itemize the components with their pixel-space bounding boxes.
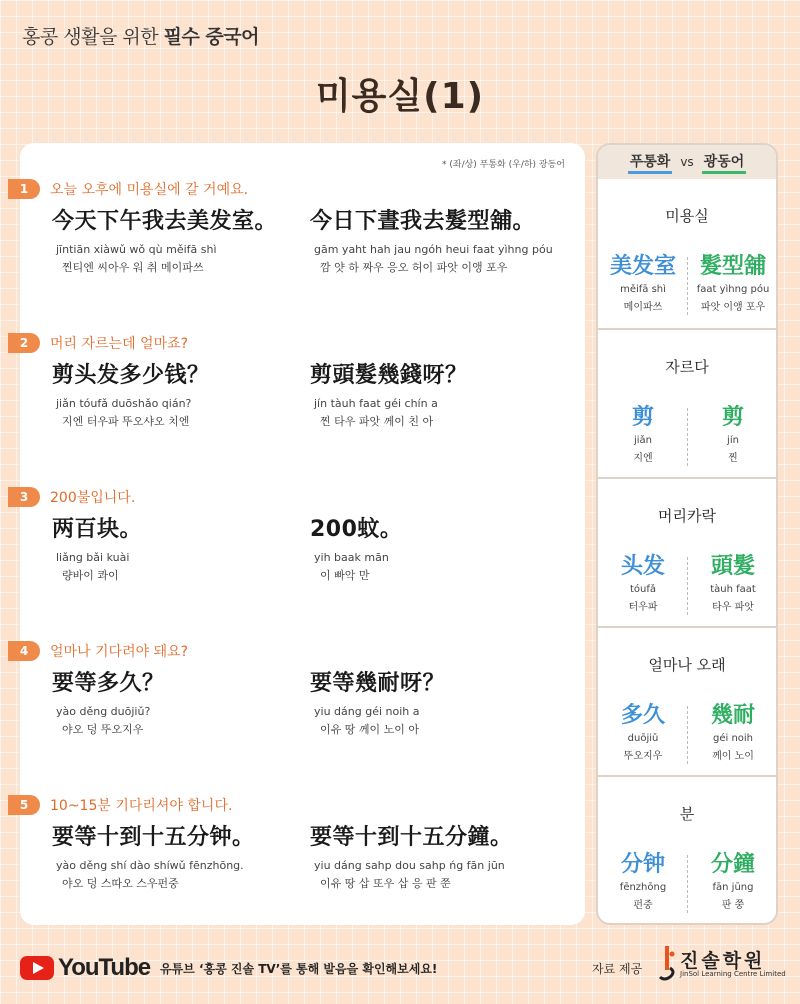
item-header [20,640,188,662]
item-header [20,794,232,816]
source-label: 자료 제공 [592,962,643,976]
cantonese-column [310,358,468,429]
page-title: 미용실(1) [315,76,485,117]
vocab-cantonese-jyutping: géi noih [712,733,754,744]
mandarin-korean-reading: 찐티엔 씨아우 워 취 메이파쓰 [62,261,204,274]
mandarin-text: 要等多久？ [52,671,165,696]
vocab-cantonese-text: 頭髮 [710,554,755,579]
vocab-mandarin-pinyin: duōjiǔ [627,733,659,744]
vocab-mandarin-pinyin: fēnzhōng [619,882,667,893]
vocab-card [598,626,776,775]
vocab-mandarin [598,400,688,464]
cantonese-korean-reading: 이유 땅 께이 노이 아 [320,723,419,736]
cantonese-text: 剪頭髮幾錢呀？ [310,363,468,388]
vocab-cantonese-korean: 타우 파앗 [712,602,754,613]
mandarin-label: 푸통화 [628,151,673,174]
mandarin-text: 剪头发多少钱？ [52,363,210,388]
cantonese-column [310,512,402,583]
sentence-item-4 [20,640,585,790]
header-tag-prefix: 홍콩 생활을 위한 [22,26,159,48]
item-header [20,486,135,508]
vocab-mandarin-pinyin: měifā shì [620,284,666,295]
mandarin-korean-reading: 량바이 콰이 [62,569,119,582]
vocabulary-panel [596,143,778,925]
vocab-cantonese [688,698,778,762]
vocab-card [598,775,776,924]
vocab-mandarin [598,847,688,911]
number-badge: 5 [8,795,40,815]
cantonese-jyutping: jín tàuh faat géi chín a [314,397,438,410]
number-badge: 1 [8,179,40,199]
vocab-cantonese-jyutping: faat yìhng póu [696,284,770,295]
vocab-cantonese-korean: 파앗 이앵 포우 [700,302,766,313]
item-header [20,332,188,354]
mandarin-pinyin: yào děng duōjiǔ? [56,705,151,718]
mandarin-text: 要等十到十五分钟。 [52,825,255,850]
cantonese-jyutping: yih baak mān [314,551,389,564]
language-note: * (좌/상) 푸통화 (우/하) 광동어 [442,160,565,170]
vocab-mandarin-text: 美发室 [609,254,676,279]
vocab-cantonese-korean: 찐 [728,453,738,464]
vocab-mandarin-korean: 뚜오지우 [623,751,663,762]
brand-name: 진솔학원 [680,950,766,972]
mandarin-pinyin: jiǎn tóufǎ duōshǎo qián? [56,397,192,410]
vocab-mandarin-pinyin: tóufǎ [629,584,657,595]
vocab-mandarin-korean: 메이파쓰 [623,302,663,313]
mandarin-column [52,512,142,583]
youtube-logo[interactable] [20,954,150,982]
number-badge: 4 [8,641,40,661]
vocab-title: 머리카락 [658,507,716,525]
brand-subtitle: JinSol Learning Centre Limited [680,970,786,978]
sentence-item-2 [20,332,585,482]
cantonese-column [310,204,553,275]
cantonese-column [310,820,513,891]
vocab-mandarin-text: 剪 [631,405,654,430]
mandarin-column [52,358,210,429]
mandarin-pinyin: yào děng shí dào shíwǔ fēnzhōng. [56,859,244,872]
vocab-cantonese-korean: 판 쭝 [721,900,745,911]
korean-sentence: 머리 자르는데 얼마죠? [50,336,189,352]
cantonese-korean-reading: 이유 땅 삽 또우 삽 응 판 쭌 [320,877,451,890]
cantonese-text: 200蚊。 [310,517,403,542]
vocab-title: 분 [679,805,695,823]
mandarin-column [52,204,277,275]
vocab-title: 얼마나 오래 [648,656,726,674]
korean-sentence: 200불입니다. [50,490,136,506]
cantonese-text: 要等幾耐呀？ [310,671,446,696]
korean-sentence: 10~15분 기다리셔야 합니다. [50,798,233,814]
number-badge: 3 [8,487,40,507]
vocab-mandarin [598,249,688,313]
vocab-cantonese-text: 髮型舖 [699,254,766,279]
vocab-cantonese-jyutping: fān jūng [712,882,754,893]
sentence-item-3 [20,486,585,636]
mandarin-column [52,666,165,737]
vocab-cantonese [688,249,778,313]
number-badge: 2 [8,333,40,353]
cantonese-jyutping: yiu dáng sahp dou sahp ńg fān jūn [314,859,505,872]
mandarin-korean-reading: 야오 덩 스따오 스우펀중 [62,877,179,890]
jinsol-logo-icon [656,944,678,984]
cantonese-korean-reading: 이 빠악 만 [320,569,370,582]
vocab-mandarin [598,698,688,762]
cantonese-jyutping: gām yaht hah jau ngóh heui faat yìhng póu [314,243,553,256]
vocab-mandarin-korean: 터우파 [628,602,658,613]
vocab-card [598,477,776,626]
youtube-wordmark: YouTube [58,954,151,981]
korean-sentence: 얼마나 기다려야 돼요? [50,644,189,660]
vocab-cantonese [688,400,778,464]
mandarin-text: 今天下午我去美发室。 [52,209,278,234]
vocab-mandarin-text: 分钟 [620,852,665,877]
vocab-card [598,328,776,477]
cantonese-column [310,666,445,737]
mandarin-pinyin: jīntiān xiàwǔ wǒ qù měifā shì [56,243,217,256]
korean-sentence: 오늘 오후에 미용실에 갈 거예요. [50,182,249,198]
vocab-cantonese-text: 剪 [721,405,744,430]
vocab-cantonese-korean: 께이 노이 [712,751,754,762]
footer [0,940,800,990]
cantonese-jyutping: yiu dáng géi noih a [314,705,420,718]
vocab-mandarin-text: 多久 [620,703,665,728]
vocab-cantonese-text: 分鐘 [710,852,755,877]
mandarin-korean-reading: 지엔 터우파 뚜오샤오 치엔 [62,415,190,428]
mandarin-column [52,820,255,891]
mandarin-pinyin: liǎng bǎi kuài [56,551,130,564]
mandarin-korean-reading: 야오 덩 뚜오지우 [62,723,144,736]
vocab-cantonese-text: 幾耐 [710,703,755,728]
vocab-title: 자르다 [665,358,709,376]
cantonese-label: 광동어 [702,151,747,174]
vocab-cantonese-jyutping: tàuh faat [710,584,756,595]
vocab-mandarin-text: 头发 [620,554,665,579]
sentences-card [20,143,585,925]
mandarin-text: 两百块。 [52,517,143,542]
vocab-card [598,179,776,328]
vocab-mandarin [598,549,688,613]
sentence-item-1 [20,178,585,328]
item-header [20,178,248,200]
vocab-cantonese [688,549,778,613]
youtube-message: 유튜브 ‘홍콩 진솔 TV’를 통해 발음을 확인해보세요! [160,962,438,976]
vocab-cantonese [688,847,778,911]
vocab-cantonese-jyutping: jín [727,435,739,446]
vocab-title: 미용실 [665,207,709,225]
header-tag-bold: 필수 중국어 [163,26,259,48]
cantonese-korean-reading: 깜 얏 하 짜우 응오 허이 파앗 이앵 포우 [320,261,508,274]
vs-label: vs [680,155,694,169]
cantonese-text: 要等十到十五分鐘。 [310,825,513,850]
sentence-item-5 [20,794,585,944]
vocab-mandarin-korean: 지엔 [633,453,653,464]
header-tagline [22,22,259,49]
vocab-mandarin-korean: 펀중 [633,900,653,911]
cantonese-korean-reading: 찐 타우 파앗 께이 친 아 [320,415,434,428]
vocab-mandarin-pinyin: jiǎn [633,435,653,446]
vocabulary-panel-header [598,145,776,179]
cantonese-text: 今日下晝我去髮型舖。 [310,209,536,234]
youtube-play-icon [20,956,54,980]
